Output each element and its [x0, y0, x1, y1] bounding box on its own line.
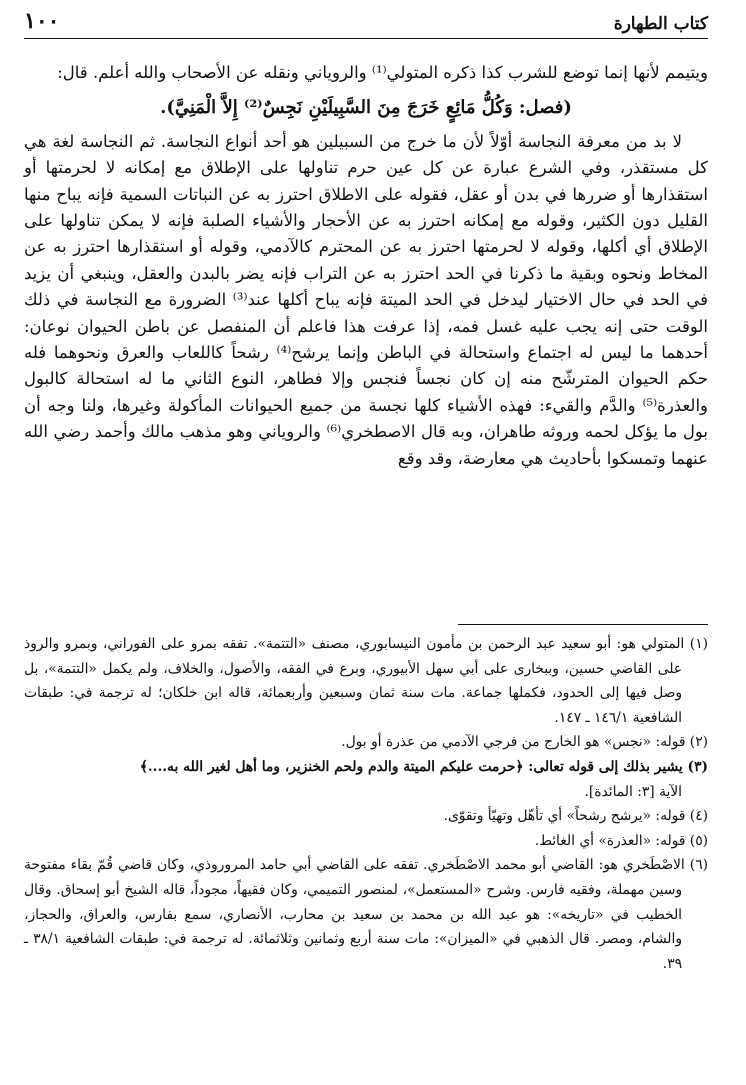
footnote-3: (٣) يشير بذلك إلى قوله تعالى: ﴿حرمت عليكم الميتة والدم ولحم الخنزير، وما أهل لغير الله به....﴾ — [139, 758, 708, 775]
footnote-5: (٥) قوله: «العذرة» أي الغائط. — [534, 832, 708, 849]
footnotes — [24, 632, 708, 976]
footnote-3-continued: الآية [٣: المائدة]. — [584, 783, 682, 800]
running-title: كتاب الطهارة — [613, 14, 708, 34]
footnote-2: (٢) قوله: «نجس» هو الخارج من فرجي الآدمي من عذرة أو بول. — [341, 734, 708, 751]
main-text — [24, 60, 708, 472]
page-number: ١٠٠ — [24, 8, 60, 34]
paragraph: ويتيمم لأنها إنما توضع للشرب كذا ذكره المتولي⁽¹⁾ والروياني ونقله عن الأصحاب والله أعلم. قال: — [57, 63, 708, 82]
paragraph: لا بد من معرفة النجاسة أوّلاً لأن ما خرج من السبيلين هو أحد أنواع النجاسة. ثم النجاسة لغة هي كل مستقذر، وفي الشرع عبارة عن كل عين حرم تناولها على الإطلاق مع إمكانه لا لحرمتها أو استقذارها أو ضررها في بدن أو عقل، فقوله على الاطلاق احترز به عن النباتات السمية فإنه يباح منها القليل دون الكثير، وقوله مع إمكانه احترز به عن الأحجار والأشياء الصلبة فإنه لا يمكن تناولها على الإطلاق أي أكلها، وقوله لا لحرمتها احترز به عن المحترم كالآدمي، وقوله أو استقذارها احترز به عن المخاط ونحوه وبقية ما ذكرنا في الحد احترز به عن التراب فإنه يضر بالبدن والعقل، وينبغي أن يزيد في الحد في حال الاختيار ليدخل في الحد الميتة فإنه يباح أكلها عند⁽³⁾ الضرورة مع النجاسة في ذلك الوقت حتى إنه يجب عليه غسل فمه، إذا عرفت هذا فاعلم أن المنفصل عن باطن الحيوان نوعان: أحدهما ما ليس له اجتماع واستحالة في الباطن وإنما يرشح⁽⁴⁾ رشحاً كاللعاب والعرق ونحوهما فله حكم الحيوان المترشّح منه إن كان نجساً فنجس وإلا فطاهر، النوع الثاني ما له استحالة كالبول والعذرة⁽⁵⁾ والدَّم والقيء: فهذه الأشياء كلها نجسة من جميع الحيوانات المأكولة وغيرها، ولنا وجه أن بول ما يؤكل لحمه وروثه طاهران، وبه قال الاصطخري⁽⁶⁾ والروياني وهو مذهب مالك وأحمد رضي الله عنهما وتمسكوا بأحاديث هي معارضة، وقد وقع — [24, 131, 708, 468]
footnote-6: (٦) الاصْطَخري هو: القاضي أبو محمد الاصْطَخري. تفقه على القاضي أبي حامد المروروذي، وكان قاضي قُمّ بقاء مفتوحة وسين مهملة، وفقيه فارس. وشرح «المستعمل»، لمنصور التميمي، وكان فقيهاً، مجوداً، قاله الشيخ أبو إسحاق. وقال الخطيب في «تاريخه»: هو عبد الله بن محمد بن سعيد بن محارب، الأنصاري، سمع بفارس، والعراق، والحجاز، والشام، ومصر. قال الذهبي في «الميزان»: مات سنة أربع وثمانين وثلاثمائة. له ترجمة في: طبقات الشافعية ٣٨/١ ـ ٣٩. — [24, 857, 708, 972]
page-header — [24, 8, 708, 39]
footnote-1: (١) المتولي هو: أبو سعيد عبد الرحمن بن مأمون النيسابوري، مصنف «التتمة». تفقه بمرو على الفوراني، وبمرو والروذ على القاضي حسين، وببخارى على أبي سهل الأبيوري، وبرع في الفقه، والأصول، والخلاف، ولم يكمل «التتمة»، بل وصل فيها إلى الحدود، فكملها جماعة. مات سنة ثمان وسبعين وأربعمائة، قاله ابن خلكان؛ له ترجمة في: طبقات الشافعية ١٤٦/١ ـ ١٤٧. — [24, 636, 708, 726]
section-heading: (فصل: وَكُلُّ مَائِعٍ خَرَجَ مِنَ السَّبِيلَيْنِ نَجِسٌ⁽²⁾ إِلاَّ الْمَنِيَّ). — [160, 97, 572, 119]
footnote-4: (٤) قوله: «يرشح رشحاً» أي تأهّل وتهيّأ وتقوّى. — [443, 808, 708, 825]
footnote-separator — [458, 624, 708, 625]
